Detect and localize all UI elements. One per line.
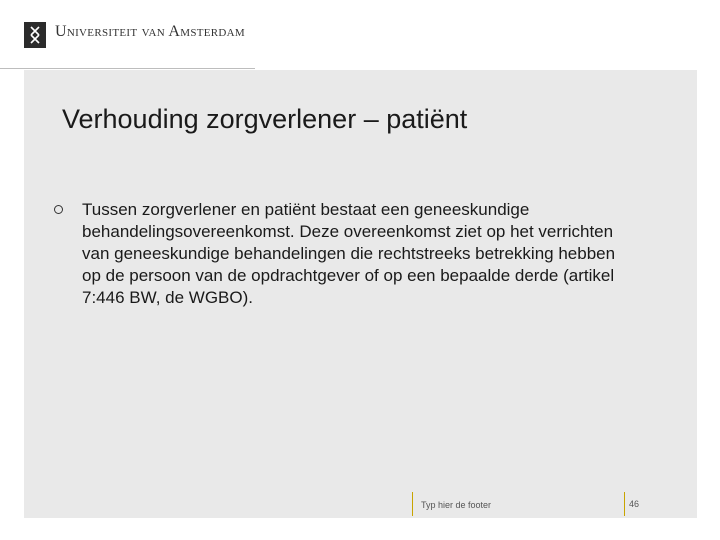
bullet-text: Tussen zorgverlener en patiënt bestaat een geneeskundige behandelingsovereenkomst. Deze overeenkomst ziet op het verrichten van geneeskundige behandelingen die rechtstreeks betrekking hebben op de persoon van de opdrachtgever of op een bepaalde derde (artikel 7:446 BW, de WGBO).: [82, 200, 616, 307]
university-logo-icon: [24, 22, 46, 48]
footer-divider: [624, 492, 625, 516]
university-name: Universiteit van Amsterdam: [55, 23, 245, 40]
slide-title: Verhouding zorgverlener – patiënt: [62, 104, 468, 134]
footer-text: Typ hier de footer: [421, 500, 492, 510]
footer-divider: [412, 492, 413, 516]
header-divider: [0, 68, 255, 69]
page-number: 46: [629, 499, 640, 509]
bullet-circle-icon: [54, 205, 63, 214]
